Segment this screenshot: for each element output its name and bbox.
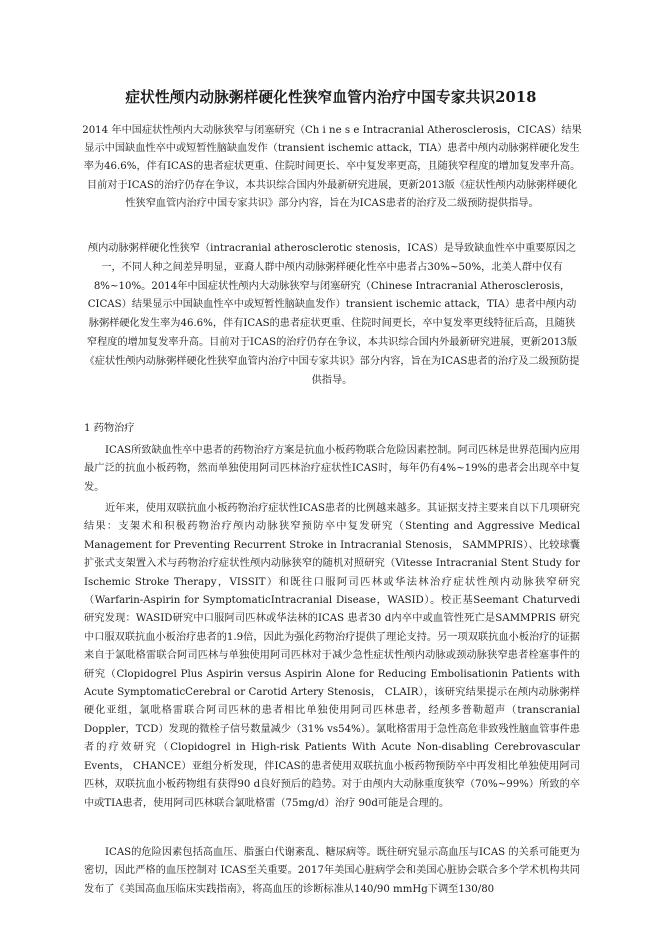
section-heading: 1 药物治疗 (84, 423, 135, 434)
body-paragraph: ICAS的危险因素包括高血压、脂蛋白代谢紊乱、糖尿病等。既往研究显示高血压与ICAS 的关系可能更为密切，因此严格的血压控制对 ICAS至关重要。2017年美国心脏病学会和美国心脏协会联合多个学术机构共同发布了《美国高血压临床实践指南》，将高血压的诊断标准从140/90 mmHg下调至130/80 (84, 847, 580, 895)
body-paragraph: ICAS所致缺血性卒中患者的药物治疗方案是抗血小板药物联合危险因素控制。阿司匹林是世界范围内应用最广泛的抗血小板药物，然而单独使用阿司匹林治疗症状性ICAS时，每年仍有4%~19%的患者会出现卒中复发。 (84, 445, 580, 493)
document-title: 症状性颅内动脉粥样硬化性狭窄血管内治疗中国专家共识2018 (125, 89, 537, 106)
intro-paragraph: 颅内动脉粥样硬化性狭窄（intracranial atherosclerotic stenosis，ICAS）是导致缺血性卒中重要原因之一，不同人种之间差异明显，亚裔人群中颅内动脉粥样硬化性卒中患者占30%~50%，北美人群中仅有8%~10%。2014年中国症状性颅内大动脉狭窄与闭塞研究（Chinese Intracranial Atherosclerosis，CICAS）结果显示中国缺血性卒中或短暂性脑缺血发作）transient ischemic attack，TIA）患者中颅内动脉粥样硬化发生率为46.6%，伴有ICAS的患者症状更重、住院时间更长，卒中复发率更线特征后高，且随狭窄程度的增加复发率升高。目前对于ICAS的治疗仍存在争议，本共识综合国内外最新研究进展，更新2013版《症状性颅内动脉粥样硬化性狭窄血管内治疗中国专家共识》部分内容，旨在为ICAS患者的治疗及二级预防提供指导。 (84, 243, 580, 386)
body-paragraph: 近年来，使用双联抗血小板药物治疗症状性ICAS患者的比例越来越多。其证据支持主要来自以下几项研究结果：支架术和积极药物治疗颅内动脉狭窄预防卒中复发研究（Stenting and Aggressive Medical Management for Preventing Recurrent Stroke in Intracranial Stenosis， SAMMPRIS）、比较球囊扩张式支架置入术与药物治疗症状性颅内动脉狭窄的随机对照研究（Vitesse Intracranial Stent Study for Ischemic Stroke Therapy，VISSIT）和既往口服阿司匹林或华法林治疗症状性颅内动脉狭窄研究（Warfarin-Aspirin for SymptomaticIntracranial Disease，WASID）。校正基Seemant Chaturvedi研究发现：WASID研究中口服阿司匹林或华法林的ICAS 患者30 d内卒中或血管性死亡是SAMMPRIS 研究中口服双联抗血小板治疗患者的1.9倍，因此为强化药物治疗提供了理论支持。另一项双联抗血小板治疗的证据来自于氯吡格雷联合阿司匹林与单独使用阿司匹林对于减少急性症状性颅内动脉或颈动脉狭窄患者栓塞事件的研究（Clopidogrel Plus Aspirin versus Aspirin Alone for Reducing Embolisationin Patients with Acute SymptomaticCerebral or Carotid Artery Stenosis， CLAIR），该研究结果提示在颅内动脉粥样硬化亚组，氯吡格雷联合阿司匹林的患者相比单独使用阿司匹林患者，经颅多普勒超声（transcranial Doppler，TCD）发现的微栓子信号数量减少（31% vs54%）。氯吡格雷用于急性高危非致残性脑血管事件患者的疗效研究（Clopidogrel in High-risk Patients With Acute Non-disabling Cerebrovascular Events， CHANCE）亚组分析发现，伴ICAS的患者使用双联抗血小板药物预防卒中再发相比单独使用阿司匹林，双联抗血小板药物组有获得90 d良好预后的趋势。对于由颅内大动脉重度狭窄（70%~99%）所致的卒中或TIA患者，使用阿司匹林联合氯吡格雷（75mg/d）治疗 90d可能是合理的。 (84, 503, 580, 809)
abstract-paragraph: 2014 年中国症状性颅内大动脉狭窄与闭塞研究（Ch i ne s e Intracranial Atherosclerosis，CICAS）结果显示中国缺血性卒中或短暂性脑缺血发作（transient ischemic attack，TIA）患者中颅内动脉粥样硬化发生率为46.6%，伴有ICAS的患者症状更重、住院时间更长、卒中复发率更高，且随狭窄程度的增加复发率升高。目前对于ICAS的治疗仍存在争议，本共识综合国内外最新研究进展，更新2013版《症状性颅内动脉粥样硬化性狭窄血管内治疗中国专家共识》部分内容，旨在为ICAS患者的治疗及二级预防提供指导。 (82, 125, 582, 209)
